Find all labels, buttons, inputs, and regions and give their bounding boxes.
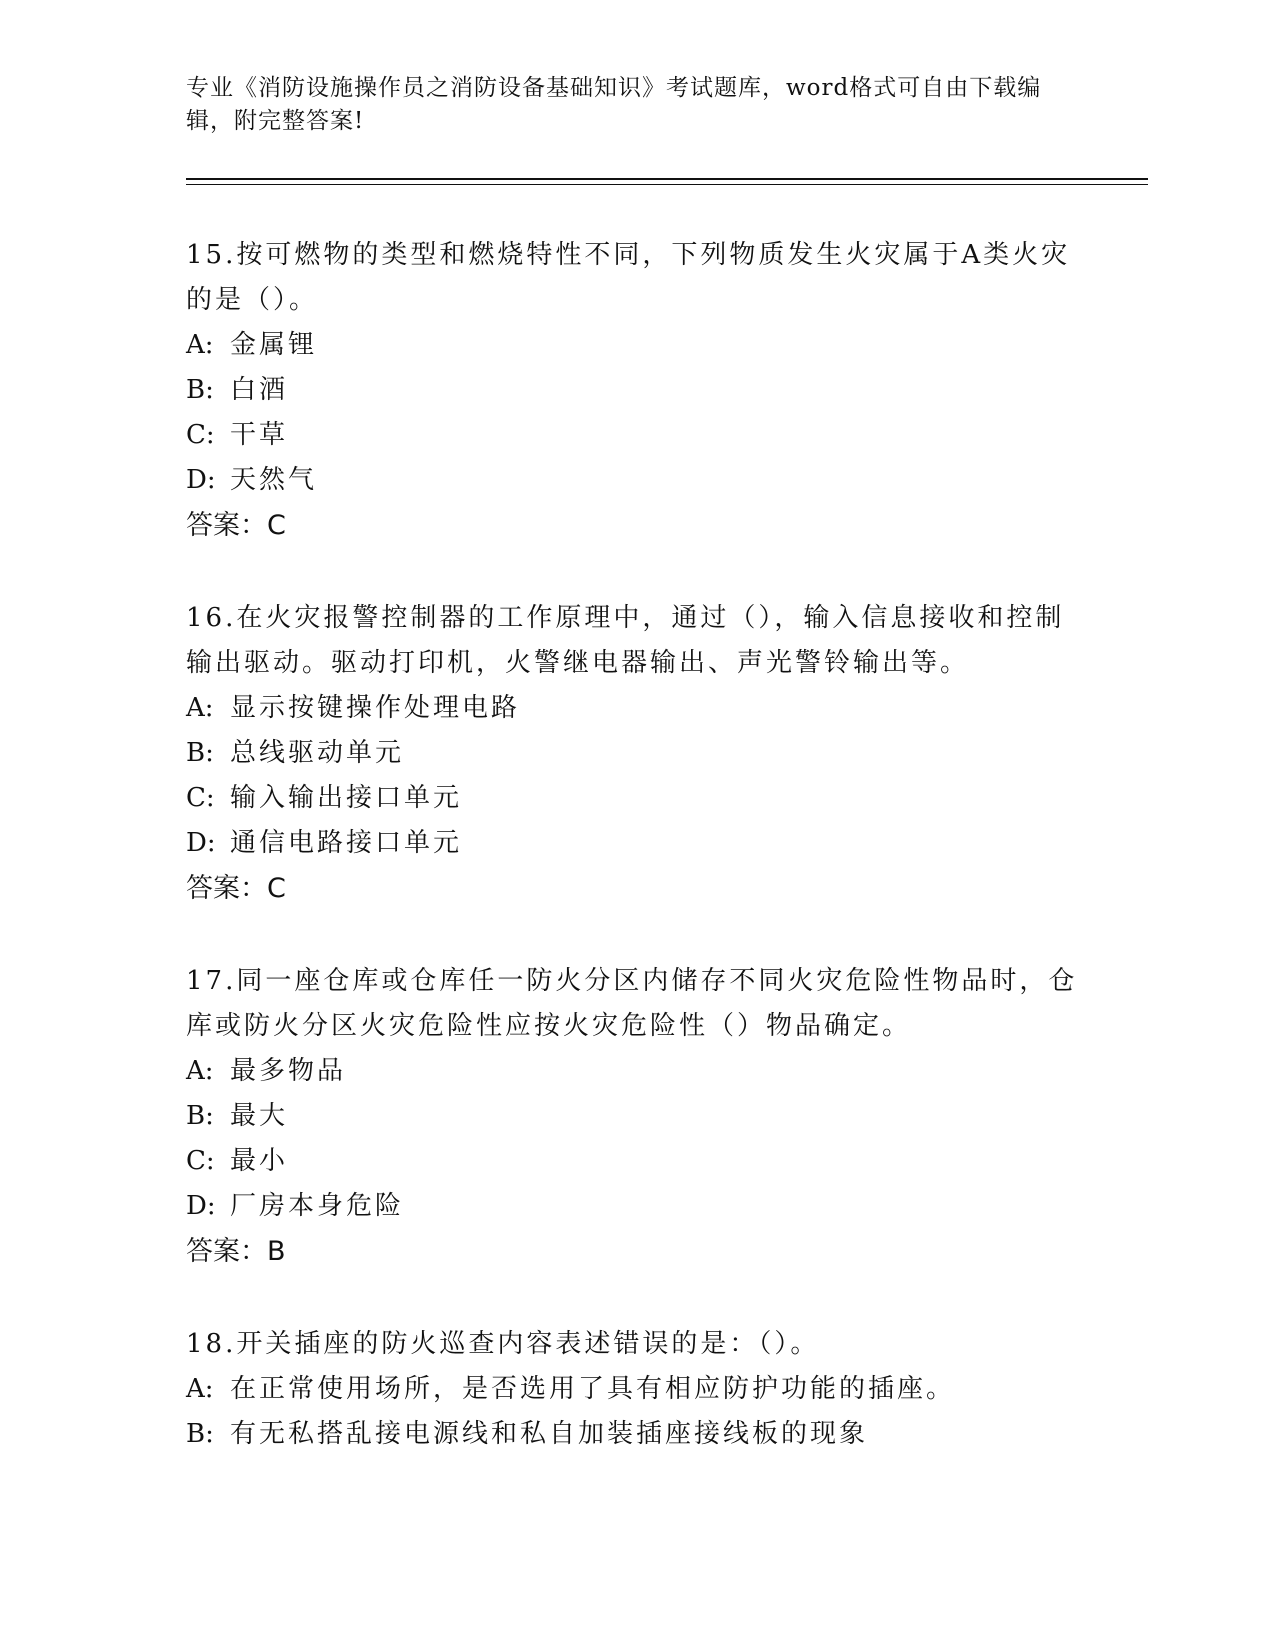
option-key: B: xyxy=(186,1419,214,1449)
option-key: D: xyxy=(186,465,216,495)
question-17 xyxy=(186,959,1086,1274)
header-line-2: 辑，附完整答案! xyxy=(186,108,365,134)
stem-line: 18.开关插座的防火巡查内容表述错误的是：（）。 xyxy=(186,1329,820,1359)
option-c xyxy=(186,1139,1086,1184)
option-b xyxy=(186,1412,1086,1457)
header-divider-thick xyxy=(186,178,1148,180)
stem-line: 的是（）。 xyxy=(186,285,319,315)
question-15 xyxy=(186,233,1086,548)
option-key: C: xyxy=(186,783,215,813)
option-d xyxy=(186,821,1086,866)
option-key: A: xyxy=(186,1374,214,1404)
option-text: 输入输出接口单元 xyxy=(230,783,463,813)
question-stem xyxy=(186,959,1086,1049)
option-key: A: xyxy=(186,693,214,723)
option-text: 厂房本身危险 xyxy=(230,1191,405,1221)
question-16 xyxy=(186,596,1086,911)
option-text: 在正常使用场所，是否选用了具有相应防护功能的插座。 xyxy=(230,1374,956,1404)
option-key: D: xyxy=(186,828,216,858)
question-stem xyxy=(186,596,1086,686)
option-key: C: xyxy=(186,1146,215,1176)
question-stem xyxy=(186,1322,1086,1367)
option-b xyxy=(186,1094,1086,1139)
option-text: 金属锂 xyxy=(230,330,318,360)
option-a xyxy=(186,1049,1086,1094)
answer-line: 答案：B xyxy=(186,1236,286,1267)
header-divider-thin xyxy=(186,184,1148,185)
option-key: B: xyxy=(186,738,214,768)
document-header xyxy=(186,72,1066,138)
question-18 xyxy=(186,1322,1086,1457)
answer-line: 答案：C xyxy=(186,510,286,541)
option-key: A: xyxy=(186,1056,214,1086)
option-text: 最大 xyxy=(230,1101,289,1131)
option-text: 总线驱动单元 xyxy=(230,738,405,768)
option-b xyxy=(186,731,1086,776)
stem-line: 16.在火灾报警控制器的工作原理中，通过（），输入信息接收和控制 xyxy=(186,603,1065,633)
option-text: 显示按键操作处理电路 xyxy=(230,693,521,723)
option-key: B: xyxy=(186,375,214,405)
option-a xyxy=(186,686,1086,731)
option-text: 有无私搭乱接电源线和私自加装插座接线板的现象 xyxy=(230,1419,869,1449)
header-line-1: 专业《消防设施操作员之消防设备基础知识》考试题库，word格式可自由下载编 xyxy=(186,75,1042,101)
option-key: C: xyxy=(186,420,215,450)
option-text: 干草 xyxy=(230,420,289,450)
question-stem xyxy=(186,233,1086,323)
answer-line: 答案：C xyxy=(186,873,286,904)
option-d xyxy=(186,1184,1086,1229)
stem-line: 17.同一座仓库或仓库任一防火分区内储存不同火灾危险性物品时，仓 xyxy=(186,966,1078,996)
option-key: A: xyxy=(186,330,214,360)
stem-line: 输出驱动。驱动打印机，火警继电器输出、声光警铃输出等。 xyxy=(186,648,970,678)
option-a xyxy=(186,1367,1086,1412)
stem-line: 15.按可燃物的类型和燃烧特性不同，下列物质发生火灾属于A类火灾 xyxy=(186,240,1071,270)
option-c xyxy=(186,413,1086,458)
option-text: 天然气 xyxy=(230,465,318,495)
option-text: 最小 xyxy=(230,1146,289,1176)
option-text: 通信电路接口单元 xyxy=(230,828,463,858)
option-c xyxy=(186,776,1086,821)
option-text: 白酒 xyxy=(230,375,289,405)
option-key: D: xyxy=(186,1191,216,1221)
option-a xyxy=(186,323,1086,368)
option-text: 最多物品 xyxy=(230,1056,347,1086)
option-d xyxy=(186,458,1086,503)
stem-line: 库或防火分区火灾危险性应按火灾危险性（）物品确定。 xyxy=(186,1011,912,1041)
option-b xyxy=(186,368,1086,413)
option-key: B: xyxy=(186,1101,214,1131)
